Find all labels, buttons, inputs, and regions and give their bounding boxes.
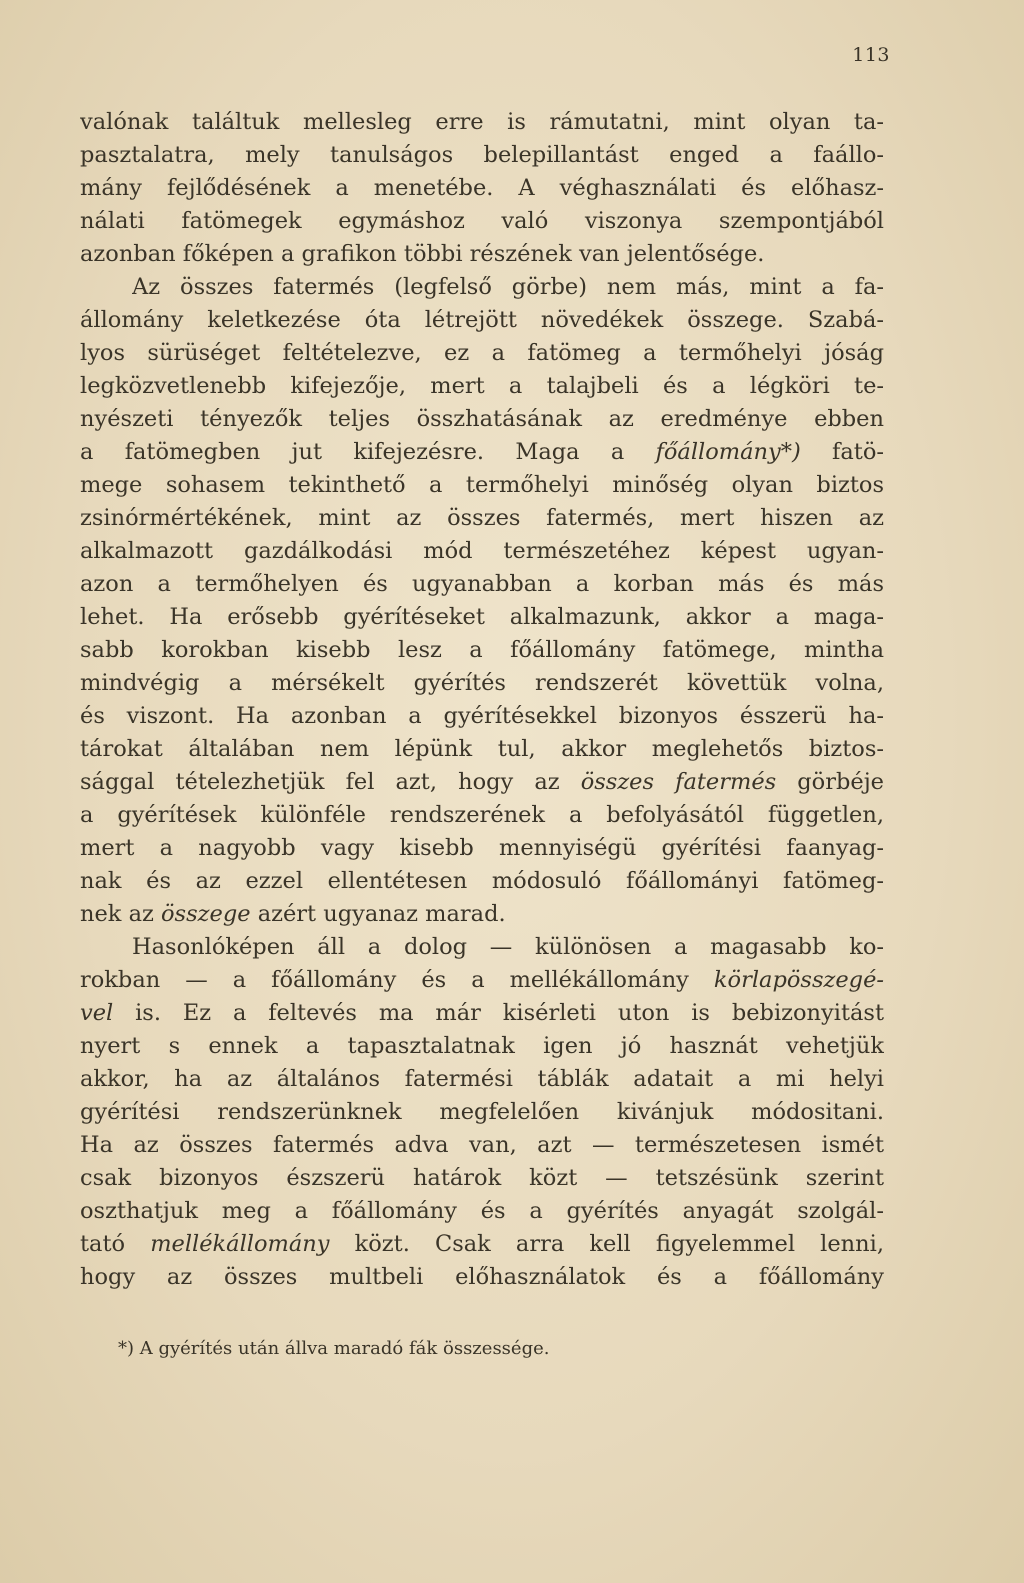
text-line: hogy az összes multbeli előhasználatok és a főállomány [80, 1264, 884, 1290]
text-line: Hasonlóképen áll a dolog — különösen a magasabb ko- [132, 934, 884, 960]
text-segment: a fatömegben jut kifejezésre. Maga a [80, 439, 656, 465]
text-line: azonban főképen a grafikon többi részének van jelentősége. [80, 241, 765, 267]
text-line [80, 996, 884, 1030]
text-line: Az összes fatermés (legfelső görbe) nem más, mint a fa- [132, 274, 884, 300]
text-line: mány fejlődésének a menetébe. A véghasználati és előhasz- [80, 175, 884, 201]
text-segment: azért ugyanaz marad. [250, 901, 506, 927]
footnote: *) A gyérítés után állva maradó fák összessége. [118, 1338, 550, 1359]
text-line [80, 435, 884, 469]
text-line: lehet. Ha erősebb gyérítéseket alkalmazunk, akkor a maga- [80, 604, 884, 630]
italic-term: főállomány*) [655, 439, 801, 465]
text-line: akkor, ha az általános fatermési táblák adatait a mi helyi [80, 1066, 884, 1092]
text-line: csak bizonyos észszerü határok közt — tetszésünk szerint [80, 1165, 884, 1191]
text-line: tárokat általában nem lépünk tul, akkor meglehetős biztos- [80, 736, 884, 762]
text-segment: görbéje [776, 769, 884, 795]
italic-term: mellékállomány [150, 1231, 330, 1257]
text-line: azon a termőhelyen és ugyanabban a korban más és más [80, 571, 884, 597]
text-line [80, 1227, 884, 1261]
text-line: a gyérítések különféle rendszerének a befolyásától független, [80, 802, 884, 828]
text-segment: fatö- [800, 439, 884, 465]
text-line: pasztalatra, mely tanulságos belepillantást enged a faállo- [80, 142, 884, 168]
text-segment: rokban — a főállomány és a mellékállomány [80, 967, 714, 993]
text-line: zsinórmértékének, mint az összes fatermés, mert hiszen az [80, 505, 884, 531]
text-segment: nek az [80, 901, 162, 927]
text-line: legközvetlenebb kifejezője, mert a talajbeli és a légköri te- [80, 373, 884, 399]
text-line: oszthatjuk meg a főállomány és a gyérítés anyagát szolgál- [80, 1198, 884, 1224]
text-line: sabb korokban kisebb lesz a főállomány fatömege, mintha [80, 637, 884, 663]
text-line: mindvégig a mérsékelt gyérítés rendszerét követtük volna, [80, 670, 884, 696]
italic-term: összege [161, 901, 251, 927]
text-line: mege sohasem tekinthető a termőhelyi minőség olyan biztos [80, 472, 884, 498]
text-line: Ha az összes fatermés adva van, azt — természetesen ismét [80, 1132, 884, 1158]
text-line: nyert s ennek a tapasztalatnak igen jó hasznát vehetjük [80, 1033, 884, 1059]
text-line: állomány keletkezése óta létrejött növedékek összege. Szabá- [80, 307, 884, 333]
text-line: nálati fatömegek egymáshoz való viszonya szempontjából [80, 208, 884, 234]
text-segment: tató [80, 1231, 151, 1257]
text-line: nyészeti tényezők teljes összhatásának az eredménye ebben [80, 406, 884, 432]
italic-term: körlapösszegé- [713, 967, 884, 993]
text-segment: közt. Csak arra kell figyelemmel lenni, [329, 1231, 884, 1257]
text-line [80, 765, 884, 799]
text-line [80, 897, 884, 931]
text-segment: sággal tételezhetjük fel azt, hogy az [80, 769, 581, 795]
page-number: 113 [852, 44, 890, 66]
text-line: lyos sürüséget feltételezve, ez a fatömeg a termőhelyi jóság [80, 340, 884, 366]
text-line: nak és az ezzel ellentétesen módosuló főállományi fatömeg- [80, 868, 884, 894]
text-segment: is. Ez a feltevés ma már kisérleti uton is bebizonyitást [113, 1000, 884, 1026]
text-line: gyérítési rendszerünknek megfelelően kivánjuk módositani. [80, 1099, 884, 1125]
text-line: valónak találtuk mellesleg erre is rámutatni, mint olyan ta- [80, 109, 884, 135]
text-line [80, 963, 884, 997]
text-line: alkalmazott gazdálkodási mód természetéhez képest ugyan- [80, 538, 884, 564]
text-line: mert a nagyobb vagy kisebb mennyiségü gyérítési faanyag- [80, 835, 884, 861]
italic-term: összes fatermés [580, 769, 777, 795]
text-line: és viszont. Ha azonban a gyérítésekkel bizonyos ésszerü ha- [80, 703, 884, 729]
italic-term: vel [80, 1000, 114, 1026]
